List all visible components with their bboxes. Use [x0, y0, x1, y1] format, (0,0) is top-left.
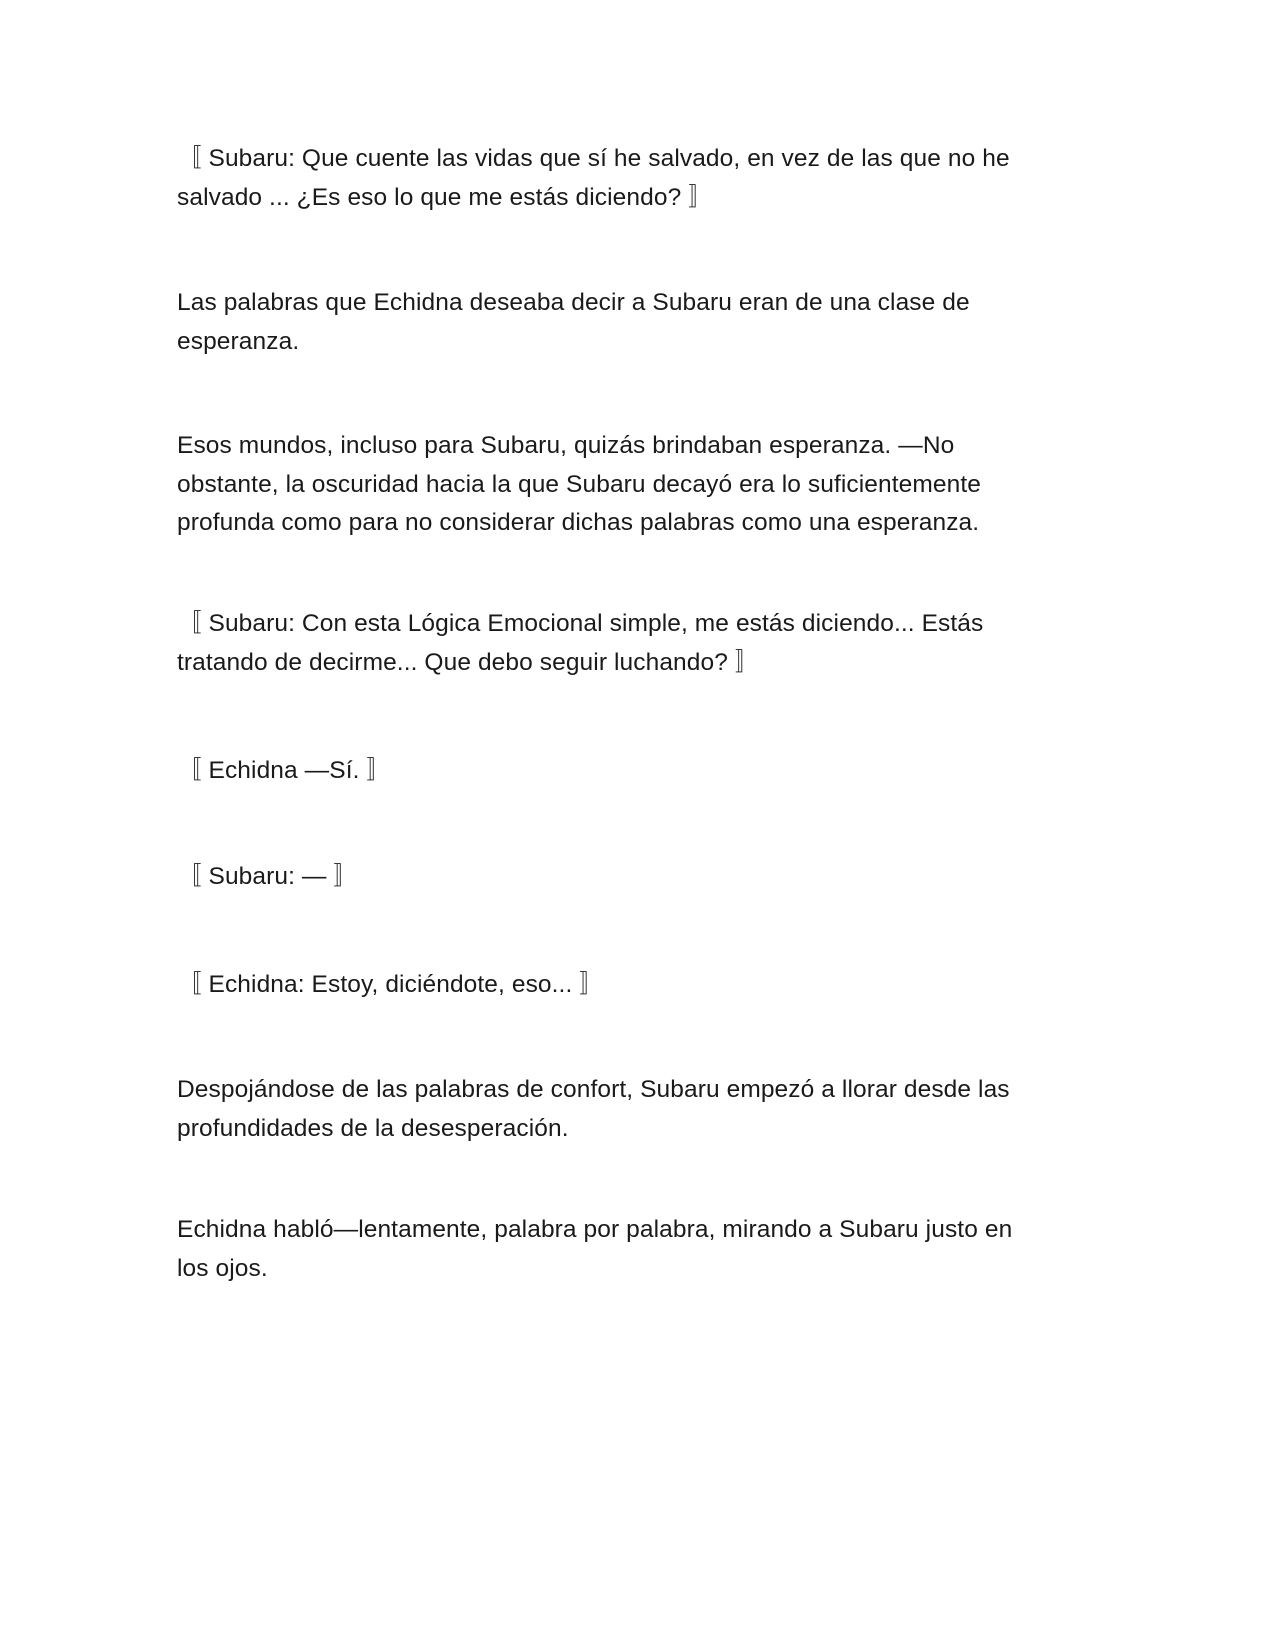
dialogue-subaru-3 [177, 858, 1107, 897]
text-line: 〚 Echidna —Sí. 〛 [177, 757, 392, 784]
narration-paragraph-4 [177, 1211, 1107, 1288]
text-line: 〚 Echidna: Estoy, diciéndote, eso... 〛 [177, 971, 604, 998]
narration-paragraph-1 [177, 284, 1107, 361]
dialogue-subaru-2 [177, 605, 1107, 682]
dialogue-subaru-1 [177, 140, 1107, 217]
text-line: 〚 Subaru: Con esta Lógica Emocional simple, me estás diciendo... Estás [177, 610, 984, 637]
narration-paragraph-3 [177, 1071, 1107, 1148]
text-line: Despojándose de las palabras de confort, Subaru empezó a llorar desde las [177, 1076, 1010, 1103]
text-line: 〚 Subaru: Que cuente las vidas que sí he salvado, en vez de las que no he [177, 145, 1010, 172]
dialogue-echidna-1 [177, 752, 1107, 791]
text-line: los ojos. [177, 1254, 268, 1282]
text-line: profunda como para no considerar dichas palabras como una esperanza. [177, 509, 980, 536]
text-line: Esos mundos, incluso para Subaru, quizás brindaban esperanza. —No [177, 432, 955, 459]
text-line: profundidades de la desesperación. [177, 1114, 569, 1142]
text-line: Las palabras que Echidna deseaba decir a Subaru eran de una clase de [177, 289, 970, 316]
text-line: Echidna habló—lentamente, palabra por palabra, mirando a Subaru justo en [177, 1216, 1013, 1243]
text-line: 〚 Subaru: — 〛 [177, 863, 359, 890]
text-line: tratando de decirme... Que debo seguir luchando? 〛 [177, 648, 760, 676]
text-line: salvado ... ¿Es eso lo que me estás diciendo? 〛 [177, 183, 713, 211]
narration-paragraph-2 [177, 427, 1107, 543]
text-line: obstante, la oscuridad hacia la que Subaru decayó era lo suficientemente [177, 470, 981, 498]
text-line: esperanza. [177, 327, 300, 355]
dialogue-echidna-2 [177, 966, 1107, 1005]
